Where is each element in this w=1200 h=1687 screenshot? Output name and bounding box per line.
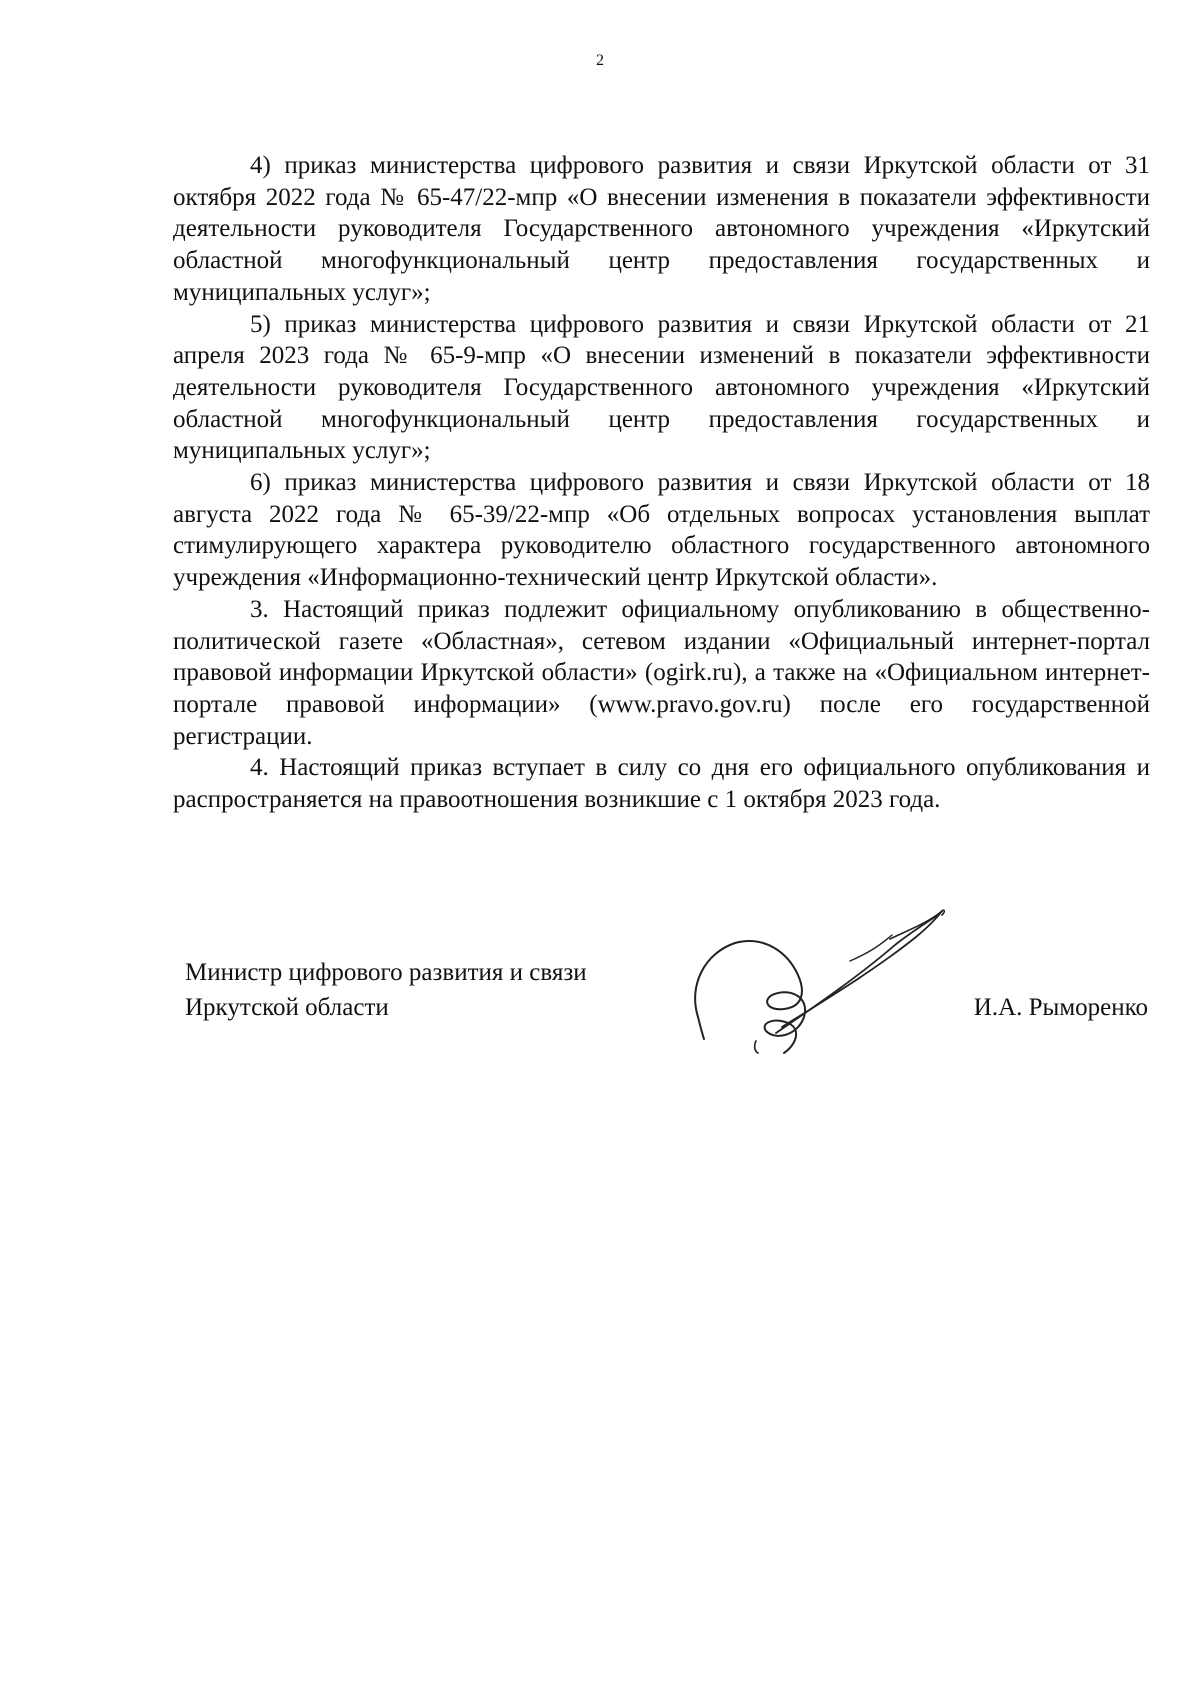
paragraph-clause-3: 3. Настоящий приказ подлежит официальному опубликованию в общественно-политической газете «Областная», сетевом издании «Официальный интернет-портал правовой информации Иркутской области» (ogirk.ru), а также на «Официальном интернет-портале правовой информации» (www.pravo.gov.ru) после его государственной регистрации.: [173, 595, 1150, 750]
signer-position-line-1: Министр цифрового развития и связи: [185, 959, 587, 986]
signer-position-line-2: Иркутской области: [185, 994, 389, 1021]
paragraph-item-5: 5) приказ министерства цифрового развития и связи Иркутской области от 21 апреля 2023 года № 65-9-мпр «О внесении изменений в показатели эффективности деятельности руководителя Государственного автономного учреждения «Иркутский областной многофункциональный центр предоставления государственных и муниципальных услуг»;: [173, 310, 1150, 465]
handwritten-signature: [680, 905, 980, 1055]
document-body: [173, 150, 1150, 816]
signer-name: И.А. Рыморенко: [973, 994, 1148, 1021]
paragraph-clause-4: 4. Настоящий приказ вступает в силу со дня его официального опубликования и распространяется на правоотношения возникшие с 1 октября 2023 года.: [173, 754, 1150, 814]
paragraph-item-4: 4) приказ министерства цифрового развития и связи Иркутской области от 31 октября 2022 года № 65-47/22-мпр «О внесении изменения в показатели эффективности деятельности руководителя Государственного автономного учреждения «Иркутский областной многофункциональный центр предоставления государственных и муниципальных услуг»;: [173, 152, 1150, 306]
page-number: 2: [596, 52, 604, 69]
signer-position: [185, 955, 587, 1025]
paragraph-item-6: 6) приказ министерства цифрового развития и связи Иркутской области от 18 августа 2022 года № 65-39/22-мпр «Об отдельных вопросах установления выплат стимулирующего характера руководителю областного государственного автономного учреждения «Информационно-технический центр Иркутской области».: [173, 469, 1150, 592]
